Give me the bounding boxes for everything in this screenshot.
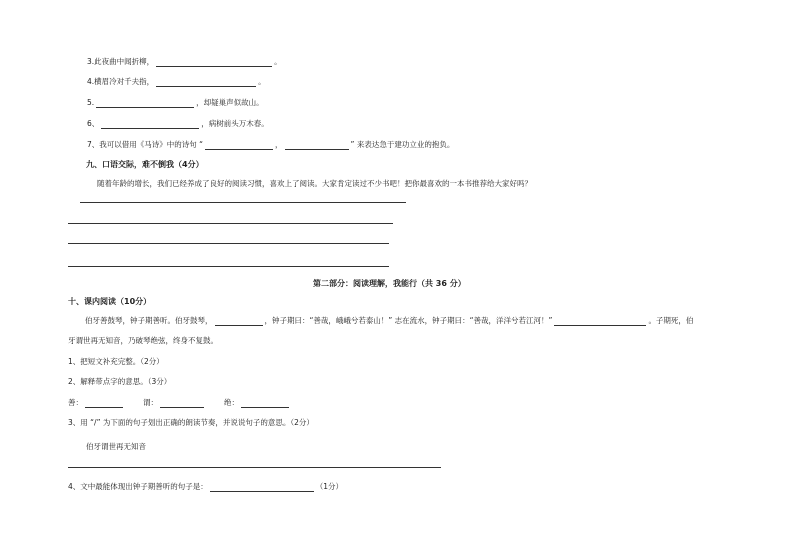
q7-text: 7、我可以借用《马诗》中的诗句 “	[87, 140, 204, 149]
item-label: 谓：	[143, 398, 158, 407]
section9-heading: 九、口语交际，难不倒我（4分）	[86, 160, 204, 169]
q5-text: ，却疑巢声似故山。	[196, 98, 264, 107]
question-2: 2、解释带点字的意思。（3分）	[68, 377, 172, 386]
answer-blank[interactable]	[156, 58, 272, 67]
answer-blank[interactable]	[554, 317, 646, 326]
section9-prompt: 随着年龄的增长，我们已经养成了良好的阅读习惯，喜欢上了阅读。大家肯定读过不少书吧！把你最喜欢的一本书推荐给大家好吗？	[97, 179, 532, 188]
q6-text: ，病树前头万木春。	[201, 119, 269, 128]
answer-blank[interactable]	[96, 99, 194, 108]
answer-line[interactable]	[68, 467, 441, 468]
q4-end: 。	[258, 77, 266, 86]
q7-end: ” 来表达急于建功立业的抱负。	[350, 140, 455, 149]
fill-line-4	[87, 77, 266, 87]
answer-line[interactable]	[68, 223, 393, 224]
answer-blank[interactable]	[156, 78, 256, 87]
passage-line-2: 牙谓世再无知音，乃破琴绝弦，终身不复鼓。	[68, 336, 218, 345]
q3-text: 3.此夜曲中闻折柳，	[87, 57, 155, 66]
fill-line-3	[87, 57, 282, 67]
q6-num: 6、	[87, 119, 100, 128]
question-3-sentence: 伯牙谓世再无知音	[86, 442, 146, 451]
answer-blank[interactable]	[241, 399, 289, 408]
question-4	[68, 482, 343, 492]
passage-text: 伯牙善鼓琴，钟子期善听。伯牙鼓琴，	[85, 316, 213, 325]
passage-text: ，钟子期曰：“善哉，峨峨兮若泰山！” 志在流水，钟子期曰：“善哉，洋洋兮若江河！”	[264, 316, 553, 325]
answer-blank[interactable]	[160, 399, 204, 408]
passage-line-1	[85, 316, 693, 326]
fill-line-6	[87, 119, 269, 129]
fill-line-5	[87, 98, 264, 108]
answer-line[interactable]	[68, 266, 389, 267]
item-label: 善：	[68, 398, 83, 407]
answer-blank[interactable]	[215, 317, 263, 326]
answer-blank[interactable]	[205, 141, 273, 150]
q4-score: （1分）	[315, 482, 344, 491]
fill-line-7	[87, 140, 454, 150]
question-1: 1、把短文补充完整。（2分）	[68, 357, 164, 366]
answer-line[interactable]	[68, 243, 389, 244]
answer-line[interactable]	[80, 202, 406, 203]
answer-blank[interactable]	[285, 141, 349, 150]
question-2-items	[68, 398, 291, 408]
item-label: 绝：	[224, 398, 239, 407]
q7-comma: ，	[275, 140, 283, 149]
answer-blank[interactable]	[85, 399, 123, 408]
part2-heading: 第二部分：阅读理解，我能行（共 36 分）	[313, 279, 466, 288]
answer-blank[interactable]	[101, 120, 199, 129]
answer-blank[interactable]	[210, 483, 314, 492]
section10-heading: 十、课内阅读（10分）	[68, 297, 152, 306]
passage-text: 。子期死，伯	[648, 316, 694, 325]
q5-num: 5.	[87, 98, 95, 107]
q3-end: 。	[274, 57, 282, 66]
q4-text: 4.横眉冷对千夫指，	[87, 77, 155, 86]
q4-text: 4、文中最能体现出钟子期善听的句子是：	[68, 482, 208, 491]
question-3: 3、用 “/” 为下面的句子划出正确的朗读节奏，并说说句子的意思。（2分）	[68, 418, 314, 427]
